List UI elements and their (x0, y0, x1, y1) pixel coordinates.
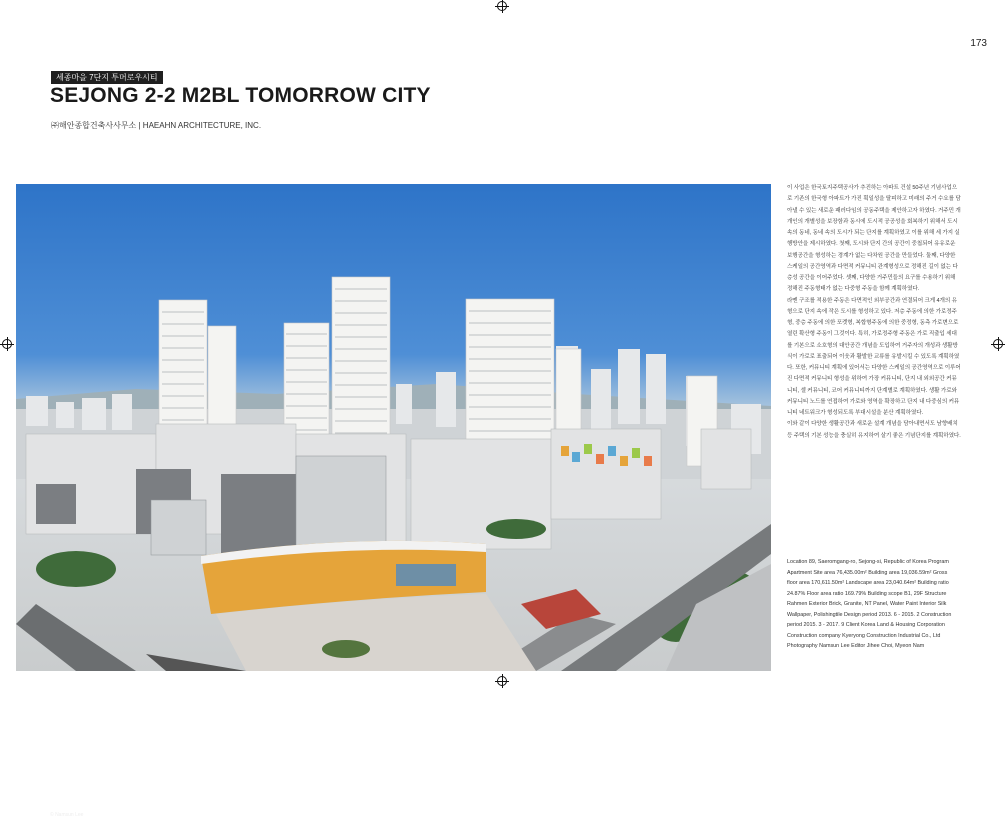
registration-mark-left (2, 339, 12, 349)
paragraph: 라멘 구조를 적용한 주동은 다면적인 외부공간과 연결되어 크게 4개의 유형으로 단지 속에 작은 도시를 형성하고 있다. 저층 주동에 의한 가로정주형, 중층 주동에 의한 포켓형, 복합형주동에 의한 중정형, 동측 가로변으로 열린 확산형 주동이 그것이다. 특히, 가로정주형 주동은 가로 직출입 세대를 기본으로 소호형의 대안공간 개념을 도입하여 거주자의 개성과 생활방식이 가로로 표출되어 이웃과 활발한 교류를 유발시킬 수 있도록 계획하였다. 또한, 커뮤니티 계획에 있어서는 다양한 스케일의 공간영역으로 이루어진 다면적 커뮤니티 형성을 위하여 가장 커뮤니티, 단지 내 외외공간 커뮤니티, 셀 커뮤니티, 코어 커뮤니티까지 단계별로 계획하였다. 생활 가로와 커뮤니티 노드를 연접하여 가로와 영역을 확장하고 단지 내 다중심의 커뮤니티 네트워크가 형성되도록 부대시설을 분산 계획하였다. (787, 297, 961, 416)
page-number: 173 (970, 38, 987, 49)
photo-credit: © Namsun Lee (50, 812, 84, 818)
registration-mark-top (497, 1, 507, 11)
project-credits: Location 89, Saeromgang-ro, Sejong-si, Republic of Korea Program Apartment Site area 76,435.00m² Building area 19,036.59m² Gross floor area 170,611.50m² Landscape area 23,040.64m² Building ratio 24.87% Floor area ratio 169.79% Building scope B1, 29F Structure Rahmen Exterior Brick, Granite, NT Panel, Water Paint Interior Silk Wallpaper, Polishingtile Design period 2013. 6 - 2015. 2 Construction period 2015. 3 - 2017. 9 Client Korea Land & Housing Corporation Construction company Kyeryong Construction Industrial Co., Ltd Photography Namsun Lee Editor Jihee Choi, Myeon Nam (787, 559, 952, 649)
architect-credit: ㈜해안종합건축사사무소 | HAEAHN ARCHITECTURE, INC. (51, 121, 262, 130)
project-photo (16, 184, 771, 818)
paragraph: 이 사업은 한국토지주택공사가 추진하는 아파트 건설 50주년 기념사업으로 기존의 한국형 아파트가 가진 획일성을 탈피하고 미래의 주거 수요를 담아낼 수 있는 새로운 패러다임의 공동주택을 제안하고자 하였다. 거주민 개개인의 개별성을 보장함과 동시에 도시적 공공성을 회복하기 위해서 도시 속의 동네, 동네 속의 도시가 되는 단지를 계획하였고 이를 위해 세 가지 실행방안을 제시하였다. 첫째, 도시와 단지 간의 공간이 중첩되어 유유로운 보행공간을 형성하는 경계가 없는 다차원 공간을 만들었다. 둘째, 다양한 스케일의 공간영역과 다면적 커뮤니티 관계형성으로 정해진 길이 없는 다층성 공간을 이어주었다. 셋째, 다양한 거주민들의 요구를 수용하기 위해 정해진 주동형태가 없는 다중형 주동을 함께 계획하였다. (787, 185, 961, 293)
series-tag: 세종마을 7단지 투머로우시티 (51, 71, 163, 84)
registration-mark-right (993, 339, 1003, 349)
photo-illustration (16, 184, 771, 671)
paragraph: 이와 같이 다양한 생활공간과 새로운 설계 개념을 담아내면서도 남향배치 등 주택의 기본 성능을 충실히 유지하여 살기 좋은 기념단지를 계획하였다. (787, 421, 961, 439)
registration-mark-bottom (497, 676, 507, 686)
page-title: SEJONG 2-2 M2BL TOMORROW CITY (50, 84, 431, 107)
body-text (787, 183, 961, 442)
